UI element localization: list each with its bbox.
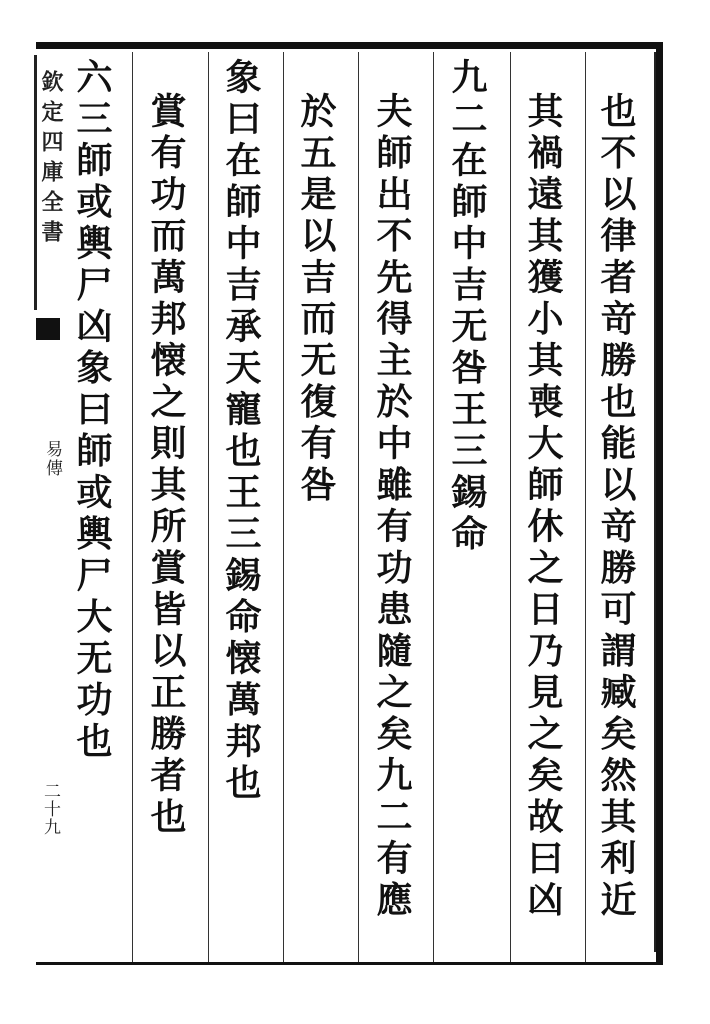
text-column-4: 夫師出不先得主於中雖有功患隨之矣九二有應 <box>371 92 413 922</box>
column-rule <box>208 52 209 962</box>
text-column-1: 也不以律者竒勝也能以竒勝可謂臧矣然其利近 <box>595 92 637 922</box>
text-column-3: 九二在師中吉无咎王三錫命 <box>446 58 488 556</box>
inner-border-line <box>654 52 656 952</box>
text-column-2: 其禍遠其獲小其喪大師休之日乃見之矣故曰凶 <box>522 92 564 922</box>
column-rule <box>585 52 586 962</box>
page-number: 二十九 <box>40 782 60 836</box>
text-column-7: 賞有功而萬邦懐之則其所賞皆以正勝者也 <box>145 92 187 839</box>
text-column-8: 六三師或輿尸凶象曰師或輿尸大无功也 <box>71 58 113 764</box>
column-rule <box>433 52 434 962</box>
fish-tail-mark <box>36 318 60 340</box>
column-rule <box>358 52 359 962</box>
column-rule <box>132 52 133 962</box>
page-border <box>36 42 663 965</box>
section-title: 易傳 <box>42 440 62 478</box>
text-column-5: 於五是以吉而无復有咎 <box>295 92 337 507</box>
text-column-6: 象曰在師中吉承天寵也王三錫命懐萬邦也 <box>220 58 262 805</box>
column-rule <box>283 52 284 962</box>
book-title: 欽定四庫全書 <box>38 70 64 250</box>
column-rule <box>510 52 511 962</box>
